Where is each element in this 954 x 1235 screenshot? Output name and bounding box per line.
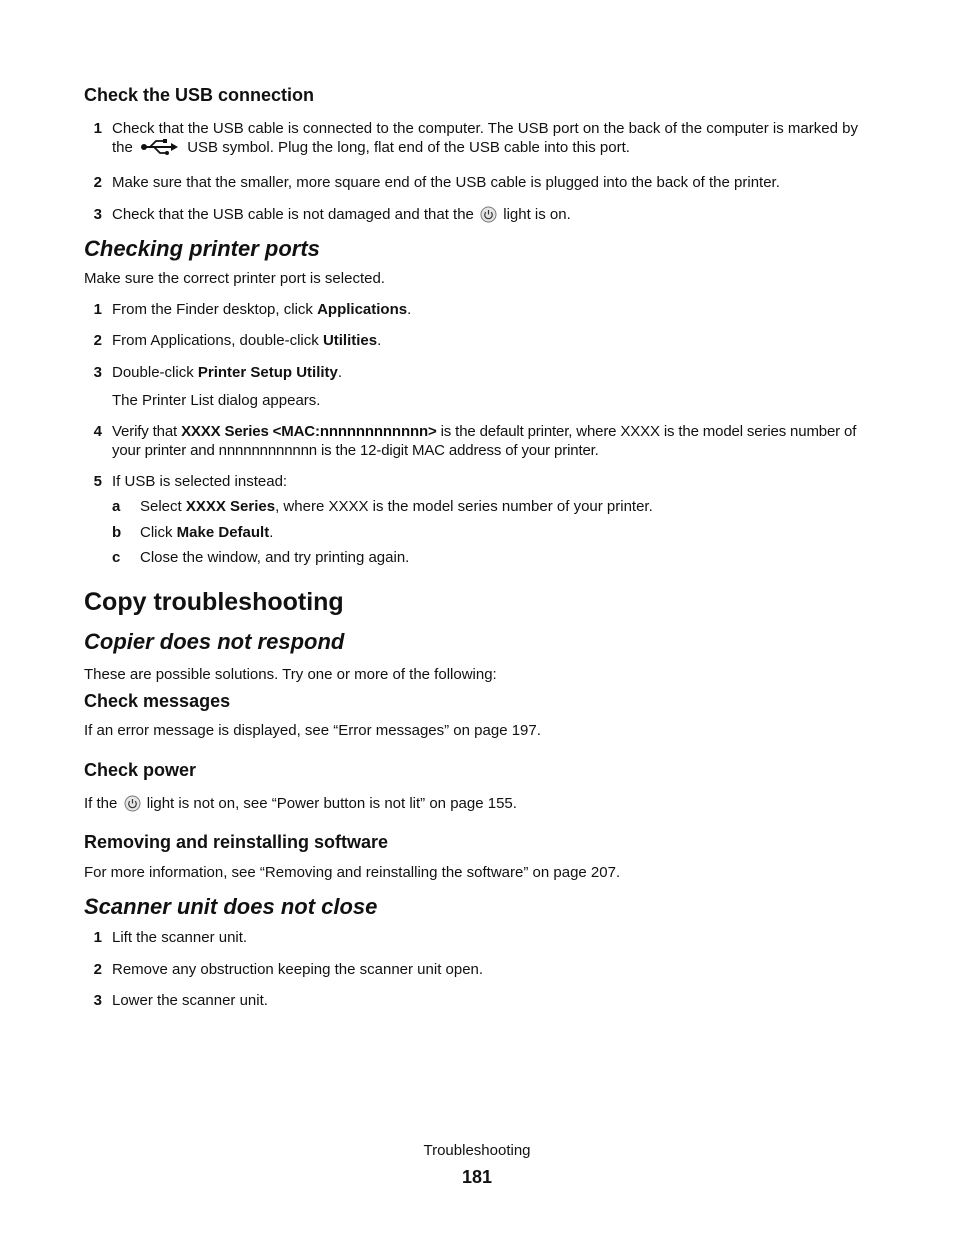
- ports-section-heading: Checking printer ports: [84, 236, 320, 261]
- usb-section-heading: Check the USB connection: [84, 85, 315, 105]
- usb-symbol-icon: [140, 139, 180, 155]
- substep-text: Click Make Default.: [140, 524, 274, 541]
- check-messages-heading: Check messages: [84, 691, 231, 711]
- power-light-icon: [480, 206, 497, 223]
- check-power-text: If the light is not on, see “Power button is not lit” on page 155.: [84, 795, 517, 812]
- scanner-subsection-heading: Scanner unit does not close: [84, 894, 378, 919]
- ports-intro: Make sure the correct printer port is selected.: [84, 270, 385, 287]
- substep-letter: c: [112, 549, 121, 566]
- step-number: 1: [93, 929, 102, 946]
- step-text: If USB is selected instead:: [112, 473, 288, 490]
- step-number: 1: [93, 120, 102, 137]
- step-number: 3: [93, 206, 102, 223]
- step-number: 2: [93, 174, 102, 191]
- copier-intro: These are possible solutions. Try one or more of the following:: [84, 666, 497, 683]
- step-number: 5: [93, 473, 102, 490]
- step-text: From Applications, double-click Utilities.: [112, 332, 382, 349]
- step-text: Check that the USB cable is connected to the computer. The USB port on the back of the computer is marked by the USB symbol. Plug the long, flat end of the USB cable into this port.: [112, 120, 858, 156]
- substep-text: Close the window, and try printing again.: [140, 549, 410, 566]
- step-text: Verify that XXXX Series <MAC:nnnnnnnnnnnn> is the default printer, where XXXX is the model series number of your printer and nnnnnnnnnnnn is the 12-digit MAC address of your printer.: [112, 423, 857, 459]
- step-text: Remove any obstruction keeping the scanner unit open.: [112, 961, 484, 978]
- step-number: 3: [93, 992, 102, 1009]
- reinstall-software-heading: Removing and reinstalling software: [84, 832, 389, 852]
- footer-section-name: Troubleshooting: [423, 1142, 531, 1159]
- step-text: Check that the USB cable is not damaged and that the light is on.: [112, 206, 571, 223]
- step-number: 2: [93, 961, 102, 978]
- step-note: The Printer List dialog appears.: [112, 392, 321, 409]
- copy-section-title: Copy troubleshooting: [84, 588, 344, 616]
- step-number: 2: [93, 332, 102, 349]
- substep-text: Select XXXX Series, where XXXX is the model series number of your printer.: [140, 498, 653, 515]
- check-messages-text: If an error message is displayed, see “Error messages” on page 197.: [84, 722, 541, 739]
- step-number: 4: [93, 423, 102, 440]
- reinstall-software-text: For more information, see “Removing and reinstalling the software” on page 207.: [84, 864, 621, 881]
- step-text: Lower the scanner unit.: [112, 992, 268, 1009]
- step-number: 1: [93, 301, 102, 318]
- page-number: 181: [461, 1167, 493, 1187]
- step-text: Lift the scanner unit.: [112, 929, 248, 946]
- step-text: Make sure that the smaller, more square end of the USB cable is plugged into the back of the printer.: [112, 174, 780, 191]
- step-text: From the Finder desktop, click Applications.: [112, 301, 412, 318]
- step-number: 3: [93, 364, 102, 381]
- copier-subsection-heading: Copier does not respond: [84, 629, 345, 654]
- substep-letter: b: [112, 524, 122, 541]
- check-power-heading: Check power: [84, 760, 197, 780]
- power-light-icon: [124, 795, 141, 812]
- step-text: Double-click Printer Setup Utility.: [112, 364, 343, 381]
- substep-letter: a: [112, 498, 121, 515]
